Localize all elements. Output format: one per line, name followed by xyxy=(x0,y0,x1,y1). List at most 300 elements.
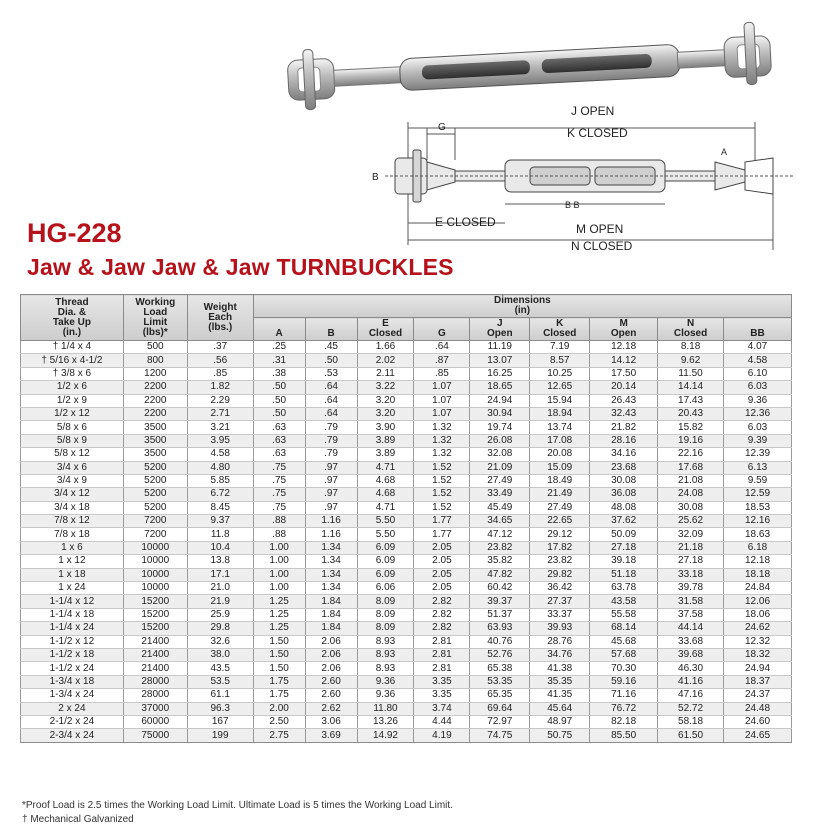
cell-weight: 199 xyxy=(187,729,253,742)
cell-weight: 96.3 xyxy=(187,702,253,715)
cell-g: 3.74 xyxy=(414,702,470,715)
cell-weight: 1.82 xyxy=(187,381,253,394)
cell-a: 1.00 xyxy=(253,568,305,581)
cell-wll: 21400 xyxy=(123,635,187,648)
cell-g: 1.32 xyxy=(414,421,470,434)
cell-j-open: 72.97 xyxy=(470,715,530,728)
cell-e-closed: 13.26 xyxy=(357,715,414,728)
cell-m-open: 57.68 xyxy=(590,648,658,661)
cell-m-open: 28.16 xyxy=(590,434,658,447)
cell-thread: 1 x 18 xyxy=(21,568,124,581)
header-bb: BB xyxy=(724,318,792,341)
cell-k-closed: 50.75 xyxy=(530,729,590,742)
cell-m-open: 12.18 xyxy=(590,341,658,354)
cell-bb: 18.18 xyxy=(724,568,792,581)
table-row xyxy=(21,421,792,434)
cell-n-closed: 20.43 xyxy=(658,407,724,420)
cell-thread: 1/2 x 12 xyxy=(21,407,124,420)
cell-wll: 75000 xyxy=(123,729,187,742)
cell-thread: 1 x 24 xyxy=(21,582,124,595)
cell-b: 1.34 xyxy=(305,555,357,568)
cell-a: .50 xyxy=(253,394,305,407)
cell-k-closed: 23.82 xyxy=(530,555,590,568)
cell-a: .63 xyxy=(253,448,305,461)
cell-j-open: 35.82 xyxy=(470,555,530,568)
cell-n-closed: 19.16 xyxy=(658,434,724,447)
cell-bb: 6.03 xyxy=(724,381,792,394)
cell-g: .87 xyxy=(414,354,470,367)
cell-m-open: 45.68 xyxy=(590,635,658,648)
cell-m-open: 43.58 xyxy=(590,595,658,608)
cell-n-closed: 17.43 xyxy=(658,394,724,407)
cell-a: .75 xyxy=(253,501,305,514)
cell-bb: 12.36 xyxy=(724,407,792,420)
cell-thread: 1-3/4 x 24 xyxy=(21,689,124,702)
cell-j-open: 65.35 xyxy=(470,689,530,702)
cell-g: 1.52 xyxy=(414,474,470,487)
header-g: G xyxy=(414,318,470,341)
cell-wll: 3500 xyxy=(123,448,187,461)
cell-bb: 4.07 xyxy=(724,341,792,354)
header-n: N Closed xyxy=(658,318,724,341)
cell-weight: 8.45 xyxy=(187,501,253,514)
cell-m-open: 20.14 xyxy=(590,381,658,394)
cell-b: .50 xyxy=(305,354,357,367)
cell-n-closed: 22.16 xyxy=(658,448,724,461)
cell-n-closed: 8.18 xyxy=(658,341,724,354)
cell-j-open: 60.42 xyxy=(470,582,530,595)
cell-k-closed: 28.76 xyxy=(530,635,590,648)
cell-a: 1.25 xyxy=(253,622,305,635)
cell-g: 1.52 xyxy=(414,488,470,501)
cell-bb: 24.60 xyxy=(724,715,792,728)
cell-g: 4.19 xyxy=(414,729,470,742)
cell-weight: 2.29 xyxy=(187,394,253,407)
cell-a: 1.25 xyxy=(253,595,305,608)
cell-g: 2.82 xyxy=(414,608,470,621)
cell-b: 2.06 xyxy=(305,662,357,675)
cell-k-closed: 29.82 xyxy=(530,568,590,581)
footnote-proof-load: *Proof Load is 2.5 times the Working Load Limit. Ultimate Load is 5 times the Working Load Limit. xyxy=(22,800,453,811)
cell-e-closed: 9.36 xyxy=(357,675,414,688)
cell-bb: 18.63 xyxy=(724,528,792,541)
table-row xyxy=(21,568,792,581)
cell-a: 1.50 xyxy=(253,635,305,648)
header-working-load-limit: Working Load Limit (lbs)* xyxy=(123,295,187,341)
cell-g: 3.35 xyxy=(414,675,470,688)
cell-n-closed: 27.18 xyxy=(658,555,724,568)
cell-b: .97 xyxy=(305,461,357,474)
cell-g: 2.81 xyxy=(414,662,470,675)
label-k-closed: K CLOSED xyxy=(567,126,628,140)
cell-weight: 4.80 xyxy=(187,461,253,474)
cell-bb: 12.32 xyxy=(724,635,792,648)
cell-bb: 24.62 xyxy=(724,622,792,635)
cell-j-open: 47.12 xyxy=(470,528,530,541)
cell-thread: 1/2 x 6 xyxy=(21,381,124,394)
cell-e-closed: 4.68 xyxy=(357,474,414,487)
cell-n-closed: 25.62 xyxy=(658,515,724,528)
cell-b: 2.60 xyxy=(305,689,357,702)
cell-b: 3.69 xyxy=(305,729,357,742)
label-j-open: J OPEN xyxy=(571,104,615,118)
cell-k-closed: 17.82 xyxy=(530,541,590,554)
cell-wll: 60000 xyxy=(123,715,187,728)
cell-wll: 5200 xyxy=(123,474,187,487)
label-bb: B B xyxy=(565,200,580,210)
cell-thread: † 5/16 x 4-1/2 xyxy=(21,354,124,367)
cell-j-open: 45.49 xyxy=(470,501,530,514)
cell-j-open: 24.94 xyxy=(470,394,530,407)
cell-j-open: 13.07 xyxy=(470,354,530,367)
cell-k-closed: 45.64 xyxy=(530,702,590,715)
cell-thread: 5/8 x 6 xyxy=(21,421,124,434)
label-m-open: M OPEN xyxy=(576,222,624,236)
cell-b: 2.62 xyxy=(305,702,357,715)
table-row xyxy=(21,622,792,635)
cell-n-closed: 9.62 xyxy=(658,354,724,367)
cell-j-open: 16.25 xyxy=(470,367,530,380)
cell-wll: 7200 xyxy=(123,528,187,541)
cell-b: 1.34 xyxy=(305,582,357,595)
cell-thread: 3/4 x 18 xyxy=(21,501,124,514)
cell-weight: 10.4 xyxy=(187,541,253,554)
cell-weight: 3.95 xyxy=(187,434,253,447)
cell-e-closed: 3.90 xyxy=(357,421,414,434)
cell-weight: 167 xyxy=(187,715,253,728)
cell-j-open: 19.74 xyxy=(470,421,530,434)
cell-m-open: 26.43 xyxy=(590,394,658,407)
cell-e-closed: 5.50 xyxy=(357,528,414,541)
cell-k-closed: 36.42 xyxy=(530,582,590,595)
cell-m-open: 32.43 xyxy=(590,407,658,420)
header-j: J Open xyxy=(470,318,530,341)
cell-b: 2.60 xyxy=(305,675,357,688)
cell-j-open: 27.49 xyxy=(470,474,530,487)
cell-b: 1.84 xyxy=(305,595,357,608)
cell-weight: 29.8 xyxy=(187,622,253,635)
cell-thread: † 1/4 x 4 xyxy=(21,341,124,354)
cell-weight: 4.58 xyxy=(187,448,253,461)
cell-wll: 2200 xyxy=(123,381,187,394)
cell-m-open: 85.50 xyxy=(590,729,658,742)
cell-wll: 28000 xyxy=(123,675,187,688)
cell-wll: 2200 xyxy=(123,394,187,407)
cell-bb: 24.37 xyxy=(724,689,792,702)
cell-j-open: 53.35 xyxy=(470,675,530,688)
cell-a: 2.75 xyxy=(253,729,305,742)
cell-g: 1.52 xyxy=(414,501,470,514)
cell-bb: 24.48 xyxy=(724,702,792,715)
cell-a: .25 xyxy=(253,341,305,354)
cell-k-closed: 22.65 xyxy=(530,515,590,528)
cell-a: .75 xyxy=(253,461,305,474)
cell-k-closed: 7.19 xyxy=(530,341,590,354)
table-row xyxy=(21,448,792,461)
cell-b: .53 xyxy=(305,367,357,380)
cell-m-open: 51.18 xyxy=(590,568,658,581)
cell-e-closed: 6.09 xyxy=(357,541,414,554)
cell-g: 2.81 xyxy=(414,635,470,648)
table-row xyxy=(21,501,792,514)
cell-a: 1.75 xyxy=(253,689,305,702)
cell-bb: 18.06 xyxy=(724,608,792,621)
cell-n-closed: 21.18 xyxy=(658,541,724,554)
table-row xyxy=(21,541,792,554)
cell-a: .63 xyxy=(253,421,305,434)
cell-weight: 21.9 xyxy=(187,595,253,608)
footnote-galvanized: † Mechanical Galvanized xyxy=(22,814,134,825)
cell-k-closed: 27.37 xyxy=(530,595,590,608)
cell-e-closed: 6.09 xyxy=(357,555,414,568)
cell-a: 1.75 xyxy=(253,675,305,688)
cell-weight: 61.1 xyxy=(187,689,253,702)
cell-m-open: 30.08 xyxy=(590,474,658,487)
cell-b: 1.16 xyxy=(305,528,357,541)
cell-k-closed: 13.74 xyxy=(530,421,590,434)
cell-e-closed: 3.22 xyxy=(357,381,414,394)
cell-bb: 6.18 xyxy=(724,541,792,554)
cell-wll: 5200 xyxy=(123,501,187,514)
cell-m-open: 55.58 xyxy=(590,608,658,621)
cell-e-closed: 3.20 xyxy=(357,407,414,420)
dimension-diagram xyxy=(355,100,814,255)
cell-b: .97 xyxy=(305,501,357,514)
cell-m-open: 70.30 xyxy=(590,662,658,675)
spec-table xyxy=(20,294,792,743)
cell-thread: † 3/8 x 6 xyxy=(21,367,124,380)
cell-m-open: 71.16 xyxy=(590,689,658,702)
cell-n-closed: 47.16 xyxy=(658,689,724,702)
cell-e-closed: 9.36 xyxy=(357,689,414,702)
cell-n-closed: 33.68 xyxy=(658,635,724,648)
cell-a: .75 xyxy=(253,488,305,501)
cell-e-closed: 4.68 xyxy=(357,488,414,501)
cell-k-closed: 15.09 xyxy=(530,461,590,474)
cell-j-open: 34.65 xyxy=(470,515,530,528)
cell-weight: 43.5 xyxy=(187,662,253,675)
table-row xyxy=(21,528,792,541)
cell-m-open: 36.08 xyxy=(590,488,658,501)
cell-bb: 6.10 xyxy=(724,367,792,380)
cell-wll: 3500 xyxy=(123,421,187,434)
cell-bb: 24.94 xyxy=(724,662,792,675)
cell-n-closed: 52.72 xyxy=(658,702,724,715)
cell-k-closed: 35.35 xyxy=(530,675,590,688)
cell-wll: 2200 xyxy=(123,407,187,420)
cell-weight: 5.85 xyxy=(187,474,253,487)
cell-wll: 10000 xyxy=(123,555,187,568)
cell-a: .50 xyxy=(253,381,305,394)
cell-b: 1.84 xyxy=(305,608,357,621)
table-row xyxy=(21,354,792,367)
cell-m-open: 27.18 xyxy=(590,541,658,554)
cell-k-closed: 21.49 xyxy=(530,488,590,501)
cell-m-open: 63.78 xyxy=(590,582,658,595)
cell-j-open: 65.38 xyxy=(470,662,530,675)
cell-k-closed: 17.08 xyxy=(530,434,590,447)
cell-n-closed: 14.14 xyxy=(658,381,724,394)
cell-j-open: 11.19 xyxy=(470,341,530,354)
cell-a: 2.00 xyxy=(253,702,305,715)
table-row xyxy=(21,488,792,501)
cell-e-closed: 1.66 xyxy=(357,341,414,354)
cell-wll: 21400 xyxy=(123,648,187,661)
table-row xyxy=(21,648,792,661)
cell-g: 1.07 xyxy=(414,407,470,420)
cell-e-closed: 8.93 xyxy=(357,635,414,648)
cell-e-closed: 2.02 xyxy=(357,354,414,367)
cell-wll: 7200 xyxy=(123,515,187,528)
table-row xyxy=(21,515,792,528)
cell-m-open: 39.18 xyxy=(590,555,658,568)
cell-k-closed: 39.93 xyxy=(530,622,590,635)
cell-a: 1.25 xyxy=(253,608,305,621)
cell-e-closed: 8.09 xyxy=(357,608,414,621)
header-m: M Open xyxy=(590,318,658,341)
table-row xyxy=(21,595,792,608)
cell-e-closed: 8.09 xyxy=(357,595,414,608)
cell-g: 2.82 xyxy=(414,595,470,608)
cell-wll: 500 xyxy=(123,341,187,354)
cell-j-open: 52.76 xyxy=(470,648,530,661)
cell-k-closed: 20.08 xyxy=(530,448,590,461)
cell-b: 2.06 xyxy=(305,635,357,648)
cell-e-closed: 4.71 xyxy=(357,501,414,514)
label-g: G xyxy=(438,122,446,133)
cell-thread: 7/8 x 18 xyxy=(21,528,124,541)
cell-bb: 4.58 xyxy=(724,354,792,367)
cell-k-closed: 41.35 xyxy=(530,689,590,702)
cell-thread: 1-1/4 x 24 xyxy=(21,622,124,635)
cell-e-closed: 11.80 xyxy=(357,702,414,715)
cell-j-open: 33.49 xyxy=(470,488,530,501)
table-row xyxy=(21,729,792,742)
cell-thread: 5/8 x 12 xyxy=(21,448,124,461)
cell-g: 1.07 xyxy=(414,381,470,394)
cell-m-open: 50.09 xyxy=(590,528,658,541)
header-b: B xyxy=(305,318,357,341)
cell-e-closed: 14.92 xyxy=(357,729,414,742)
cell-wll: 3500 xyxy=(123,434,187,447)
cell-n-closed: 15.82 xyxy=(658,421,724,434)
table-row xyxy=(21,474,792,487)
cell-k-closed: 18.49 xyxy=(530,474,590,487)
cell-e-closed: 6.06 xyxy=(357,582,414,595)
table-row xyxy=(21,608,792,621)
table-row xyxy=(21,394,792,407)
cell-bb: 18.37 xyxy=(724,675,792,688)
cell-weight: 25.9 xyxy=(187,608,253,621)
cell-a: 1.00 xyxy=(253,555,305,568)
cell-g: 2.05 xyxy=(414,541,470,554)
cell-bb: 12.39 xyxy=(724,448,792,461)
cell-n-closed: 41.16 xyxy=(658,675,724,688)
table-row xyxy=(21,367,792,380)
cell-bb: 24.84 xyxy=(724,582,792,595)
cell-n-closed: 61.50 xyxy=(658,729,724,742)
cell-e-closed: 2.11 xyxy=(357,367,414,380)
label-a: A xyxy=(721,147,728,157)
cell-weight: 17.1 xyxy=(187,568,253,581)
cell-a: .63 xyxy=(253,434,305,447)
cell-b: 1.16 xyxy=(305,515,357,528)
cell-n-closed: 44.14 xyxy=(658,622,724,635)
cell-n-closed: 37.58 xyxy=(658,608,724,621)
cell-bb: 18.32 xyxy=(724,648,792,661)
cell-m-open: 34.16 xyxy=(590,448,658,461)
cell-j-open: 69.64 xyxy=(470,702,530,715)
table-row xyxy=(21,662,792,675)
cell-thread: 3/4 x 12 xyxy=(21,488,124,501)
cell-bb: 9.36 xyxy=(724,394,792,407)
cell-bb: 9.39 xyxy=(724,434,792,447)
cell-n-closed: 58.18 xyxy=(658,715,724,728)
cell-b: .97 xyxy=(305,474,357,487)
cell-thread: 1-3/4 x 18 xyxy=(21,675,124,688)
cell-weight: 53.5 xyxy=(187,675,253,688)
cell-bb: 24.65 xyxy=(724,729,792,742)
cell-j-open: 26.08 xyxy=(470,434,530,447)
cell-n-closed: 32.09 xyxy=(658,528,724,541)
cell-k-closed: 18.94 xyxy=(530,407,590,420)
cell-weight: 38.0 xyxy=(187,648,253,661)
cell-n-closed: 33.18 xyxy=(658,568,724,581)
header-thread: Thread Dia. & Take Up (in.) xyxy=(21,295,124,341)
cell-bb: 6.03 xyxy=(724,421,792,434)
cell-wll: 5200 xyxy=(123,488,187,501)
table-row xyxy=(21,555,792,568)
cell-bb: 6.13 xyxy=(724,461,792,474)
cell-thread: 2-3/4 x 24 xyxy=(21,729,124,742)
cell-n-closed: 11.50 xyxy=(658,367,724,380)
cell-b: .79 xyxy=(305,448,357,461)
cell-a: 2.50 xyxy=(253,715,305,728)
cell-wll: 15200 xyxy=(123,608,187,621)
cell-a: 1.50 xyxy=(253,662,305,675)
cell-a: 1.00 xyxy=(253,582,305,595)
product-code: HG-228 xyxy=(27,218,122,248)
cell-j-open: 23.82 xyxy=(470,541,530,554)
cell-a: .50 xyxy=(253,407,305,420)
product-title: Jaw & Jaw Jaw & Jaw TURNBUCKLES xyxy=(27,254,454,280)
cell-thread: 1 x 6 xyxy=(21,541,124,554)
cell-g: 1.77 xyxy=(414,515,470,528)
cell-wll: 15200 xyxy=(123,622,187,635)
cell-bb: 12.16 xyxy=(724,515,792,528)
cell-a: 1.00 xyxy=(253,541,305,554)
cell-g: .64 xyxy=(414,341,470,354)
cell-wll: 10000 xyxy=(123,582,187,595)
cell-j-open: 51.37 xyxy=(470,608,530,621)
spec-table-body xyxy=(21,341,792,743)
cell-b: .45 xyxy=(305,341,357,354)
table-row xyxy=(21,689,792,702)
cell-bb: 9.59 xyxy=(724,474,792,487)
cell-wll: 5200 xyxy=(123,461,187,474)
cell-weight: 2.71 xyxy=(187,407,253,420)
cell-e-closed: 3.89 xyxy=(357,448,414,461)
cell-weight: .56 xyxy=(187,354,253,367)
table-row xyxy=(21,434,792,447)
cell-n-closed: 39.78 xyxy=(658,582,724,595)
cell-wll: 1200 xyxy=(123,367,187,380)
cell-weight: 32.6 xyxy=(187,635,253,648)
cell-j-open: 21.09 xyxy=(470,461,530,474)
cell-wll: 21400 xyxy=(123,662,187,675)
cell-thread: 2-1/2 x 24 xyxy=(21,715,124,728)
cell-g: 1.32 xyxy=(414,434,470,447)
